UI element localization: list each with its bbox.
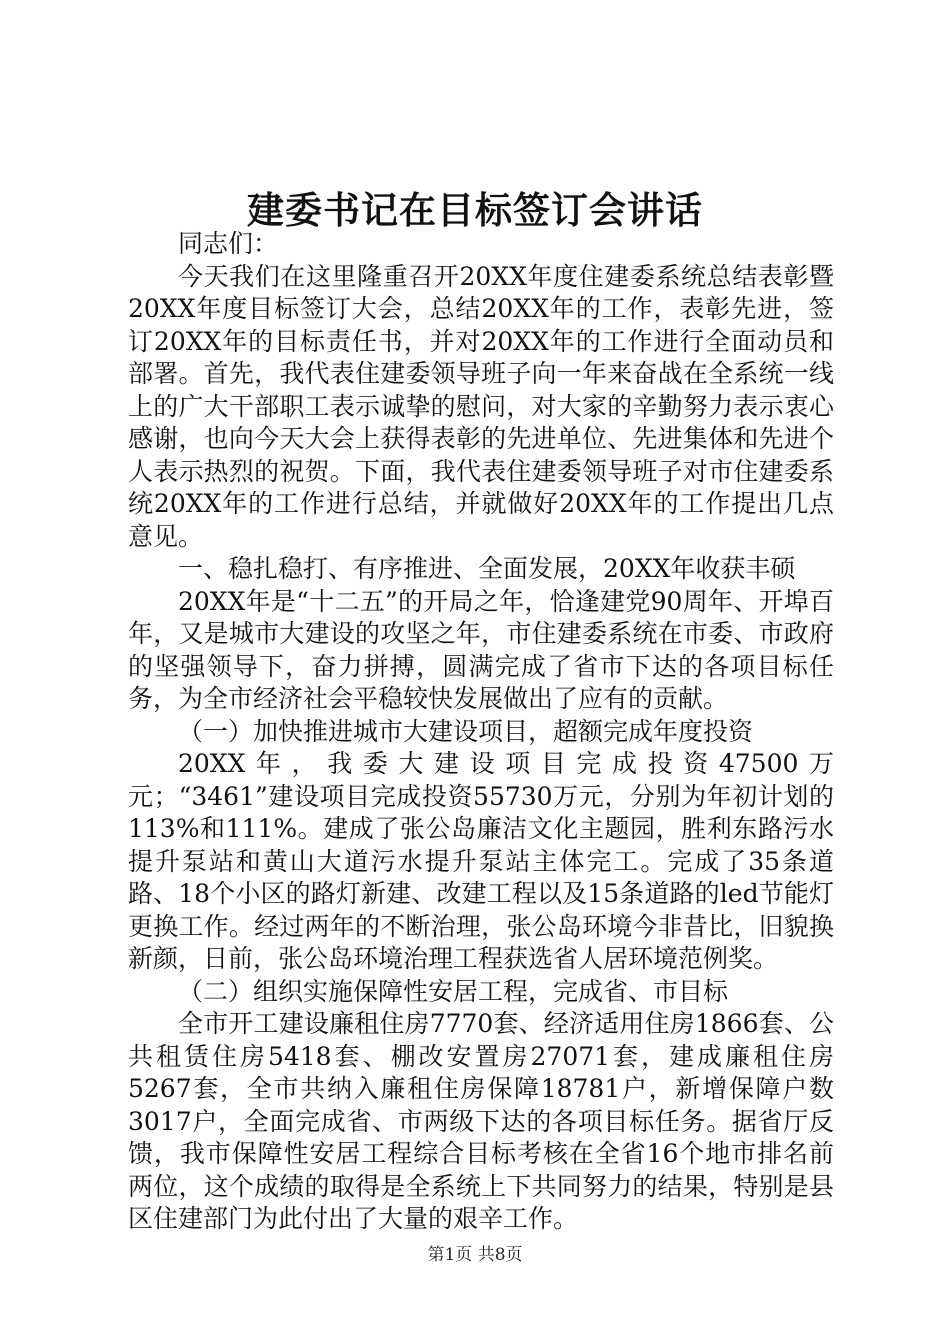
document-title: 建委书记在目标签订会讲话 [247, 188, 703, 232]
salutation: 同志们： [178, 229, 279, 258]
document-body [128, 228, 834, 1236]
paragraph: 20XX年，我委大建设项目完成投资47500万元；“3461”建设项目完成投资55730万元，分别为年初计划的113%和111%。建成了张公岛廉洁文化主题园，胜利东路污水提升泵站和黄山大道污水提升泵站主体完工。完成了35条道路、18个小区的路灯新建、改建工程以及15条道路的led节能灯更换工作。经过两年的不断治理，张公岛环境今非昔比，旧貌换新颜，日前，张公岛环境治理工程获选省人居环境范例奖。 [128, 749, 834, 973]
subsection-heading: （二）组织实施保障性安居工程，完成省、市目标 [178, 976, 729, 1006]
paragraph: 今天我们在这里隆重召开20XX年度住建委系统总结表彰暨20XX年度目标签订大会，总结20XX年的工作，表彰先进，签订20XX年的目标责任书，并对20XX年的工作进行全面动员和部署。首先，我代表住建委领导班子向一年来奋战在全系统一线上的广大干部职工表示诚挚的慰问，对大家的辛勤努力表示衷心感谢，也向今天大会上获得表彰的先进单位、先进集体和先进个人表示热烈的祝贺。下面，我代表住建委领导班子对市住建委系统20XX年的工作进行总结，并就做好20XX年的工作提出几点意见。 [128, 261, 834, 551]
subsection-heading: （一）加快推进城市大建设项目，超额完成年度投资 [178, 716, 754, 746]
section-heading: 一、稳扎稳打、有序推进、全面发展，20XX年收获丰硕 [178, 554, 796, 583]
paragraph: 全市开工建设廉租住房7770套、经济适用住房1866套、公共租赁住房5418套、棚改安置房27071套，建成廉租住房5267套，全市共纳入廉租住房保障18781户，新增保障户数3017户，全面完成省、市两级下达的各项目标任务。据省厅反馈，我市保障性安居工程综合目标考核在全省16个地市排名前两位，这个成绩的取得是全系统上下共同努力的结果，特别是县区住建部门为此付出了大量的艰辛工作。 [128, 1009, 834, 1233]
page-number-footer: 第1页 共8页 [427, 1245, 523, 1265]
paragraph: 20XX年是“十二五”的开局之年，恰逢建党90周年、开埠百年，又是城市大建设的攻坚之年，市住建委系统在市委、市政府的坚强领导下，奋力拼搏，圆满完成了省市下达的各项目标任务，为全市经济社会平稳较快发展做出了应有的贡献。 [128, 586, 834, 713]
